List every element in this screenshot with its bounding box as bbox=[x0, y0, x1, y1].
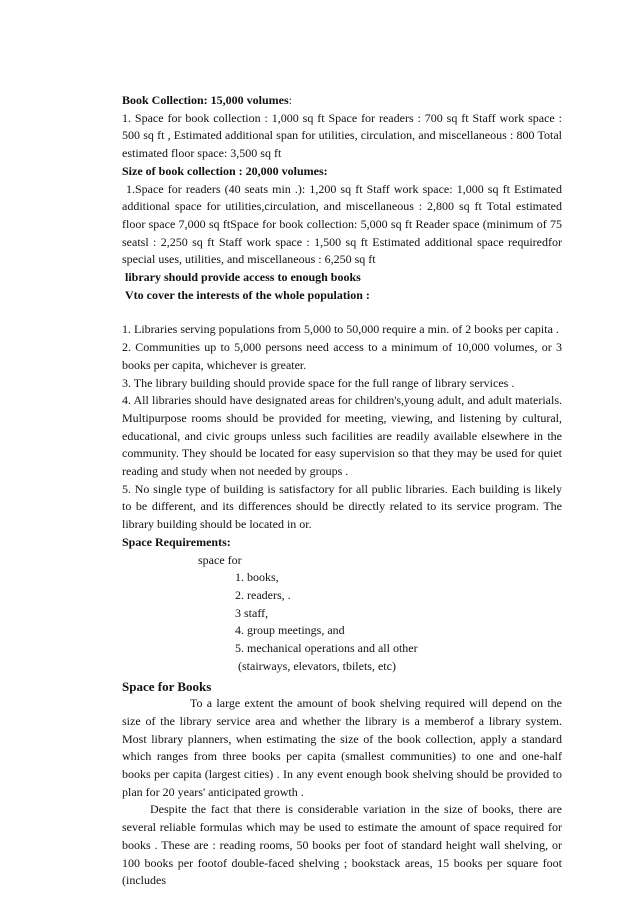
document-body bbox=[122, 92, 562, 890]
space-item-readers: 2. readers, . bbox=[235, 587, 291, 602]
numbered-item-1: 1. Libraries serving populations from 5,000 to 50,000 require a min. of 2 books per capita . bbox=[122, 322, 559, 337]
bold-line-cover-interests: Vto cover the interests of the whole population : bbox=[125, 287, 370, 302]
heading-space-requirements: Space Requirements: bbox=[122, 534, 231, 549]
space-for-books-paragraph-1: To a large extent the amount of book shelving required will depend on the size of the library service area and whether the library is a memberof a library system. Most library planners, when estimating the size of the book collection, apply a standard which ranges from three books per capita (smallest communities) to one and one-half books per capita (largest cities) . In any event enough book shelving should be provided to plan for 20 years' anticipated growth . bbox=[122, 696, 562, 799]
section-book-collection-15000 bbox=[122, 92, 562, 110]
book-collection-15000-text: 1. Space for book collection : 1,000 sq ft Space for readers : 700 sq ft Staff work space : 500 sq ft , Estimated additional span for utilities, circulation, and miscellaneous : 800 Total estimated floor space: 3,500 sq ft bbox=[122, 110, 562, 161]
space-item-staff: 3 staff, bbox=[235, 605, 269, 620]
heading-book-collection-20000: Size of book collection : 20,000 volumes: bbox=[122, 163, 328, 178]
space-item-mechanical-detail: (stairways, elevators, tbilets, etc) bbox=[238, 658, 396, 673]
space-for-label: space for bbox=[198, 552, 242, 567]
numbered-item-3: 3. The library building should provide space for the full range of library services . bbox=[122, 375, 515, 390]
numbered-item-5: 5. No single type of building is satisfactory for all public libraries. Each building is likely to be different, and its differences should be directly related to its service program. The library building should be located in or. bbox=[122, 481, 562, 532]
spacer bbox=[122, 304, 562, 321]
book-collection-20000-text: 1.Space for readers (40 seats min .): 1,200 sq ft Staff work space: 1,000 sq ft Estimated additional space for utilities,circulation, and miscellaneous : 2,800 sq ft Total estimated floor space 7,000 sq ftSpace for book collection: 5,000 sq ft Reader space (minimum of 75 seatsl : 2,250 sq ft Staff work space : 1,500 sq ft Estimated additional space requiredfor special uses, utilities, and miscellaneous : 6,250 sq ft bbox=[122, 181, 562, 267]
space-item-mechanical: 5. mechanical operations and all other bbox=[235, 641, 418, 656]
numbered-item-4: 4. All libraries should have designated areas for children's,young adult, and adult materials. Multipurpose rooms should be provided for meeting, viewing, and listening by cultural, educational, and civic groups unless such facilities are readily available elsewhere in the community. They should be located for easy supervision so that they may be used for quiet reading and study when not needed by groups . bbox=[122, 393, 562, 479]
heading-space-for-books: Space for Books bbox=[122, 678, 212, 694]
bold-line-access-books: library should provide access to enough books bbox=[125, 270, 361, 285]
space-item-group-meetings: 4. group meetings, and bbox=[235, 623, 345, 638]
space-item-books: 1. books, bbox=[235, 570, 279, 585]
space-for-books-paragraph-2: Despite the fact that there is considerable variation in the size of books, there are several reliable formulas which may be used to estimate the amount of space required for books . These are : reading rooms, 50 books per foot of standard height wall shelving, or 100 books per footof double-faced shelving ; bookstack areas, 15 books per square foot (includes bbox=[122, 802, 562, 888]
heading-colon: : bbox=[288, 93, 293, 107]
heading-book-collection-15000: Book Collection: 15,000 volumes bbox=[122, 93, 289, 107]
numbered-item-2: 2. Communities up to 5,000 persons need access to a minimum of 10,000 volumes, or 3 books per capita, whichever is greater. bbox=[122, 340, 562, 372]
